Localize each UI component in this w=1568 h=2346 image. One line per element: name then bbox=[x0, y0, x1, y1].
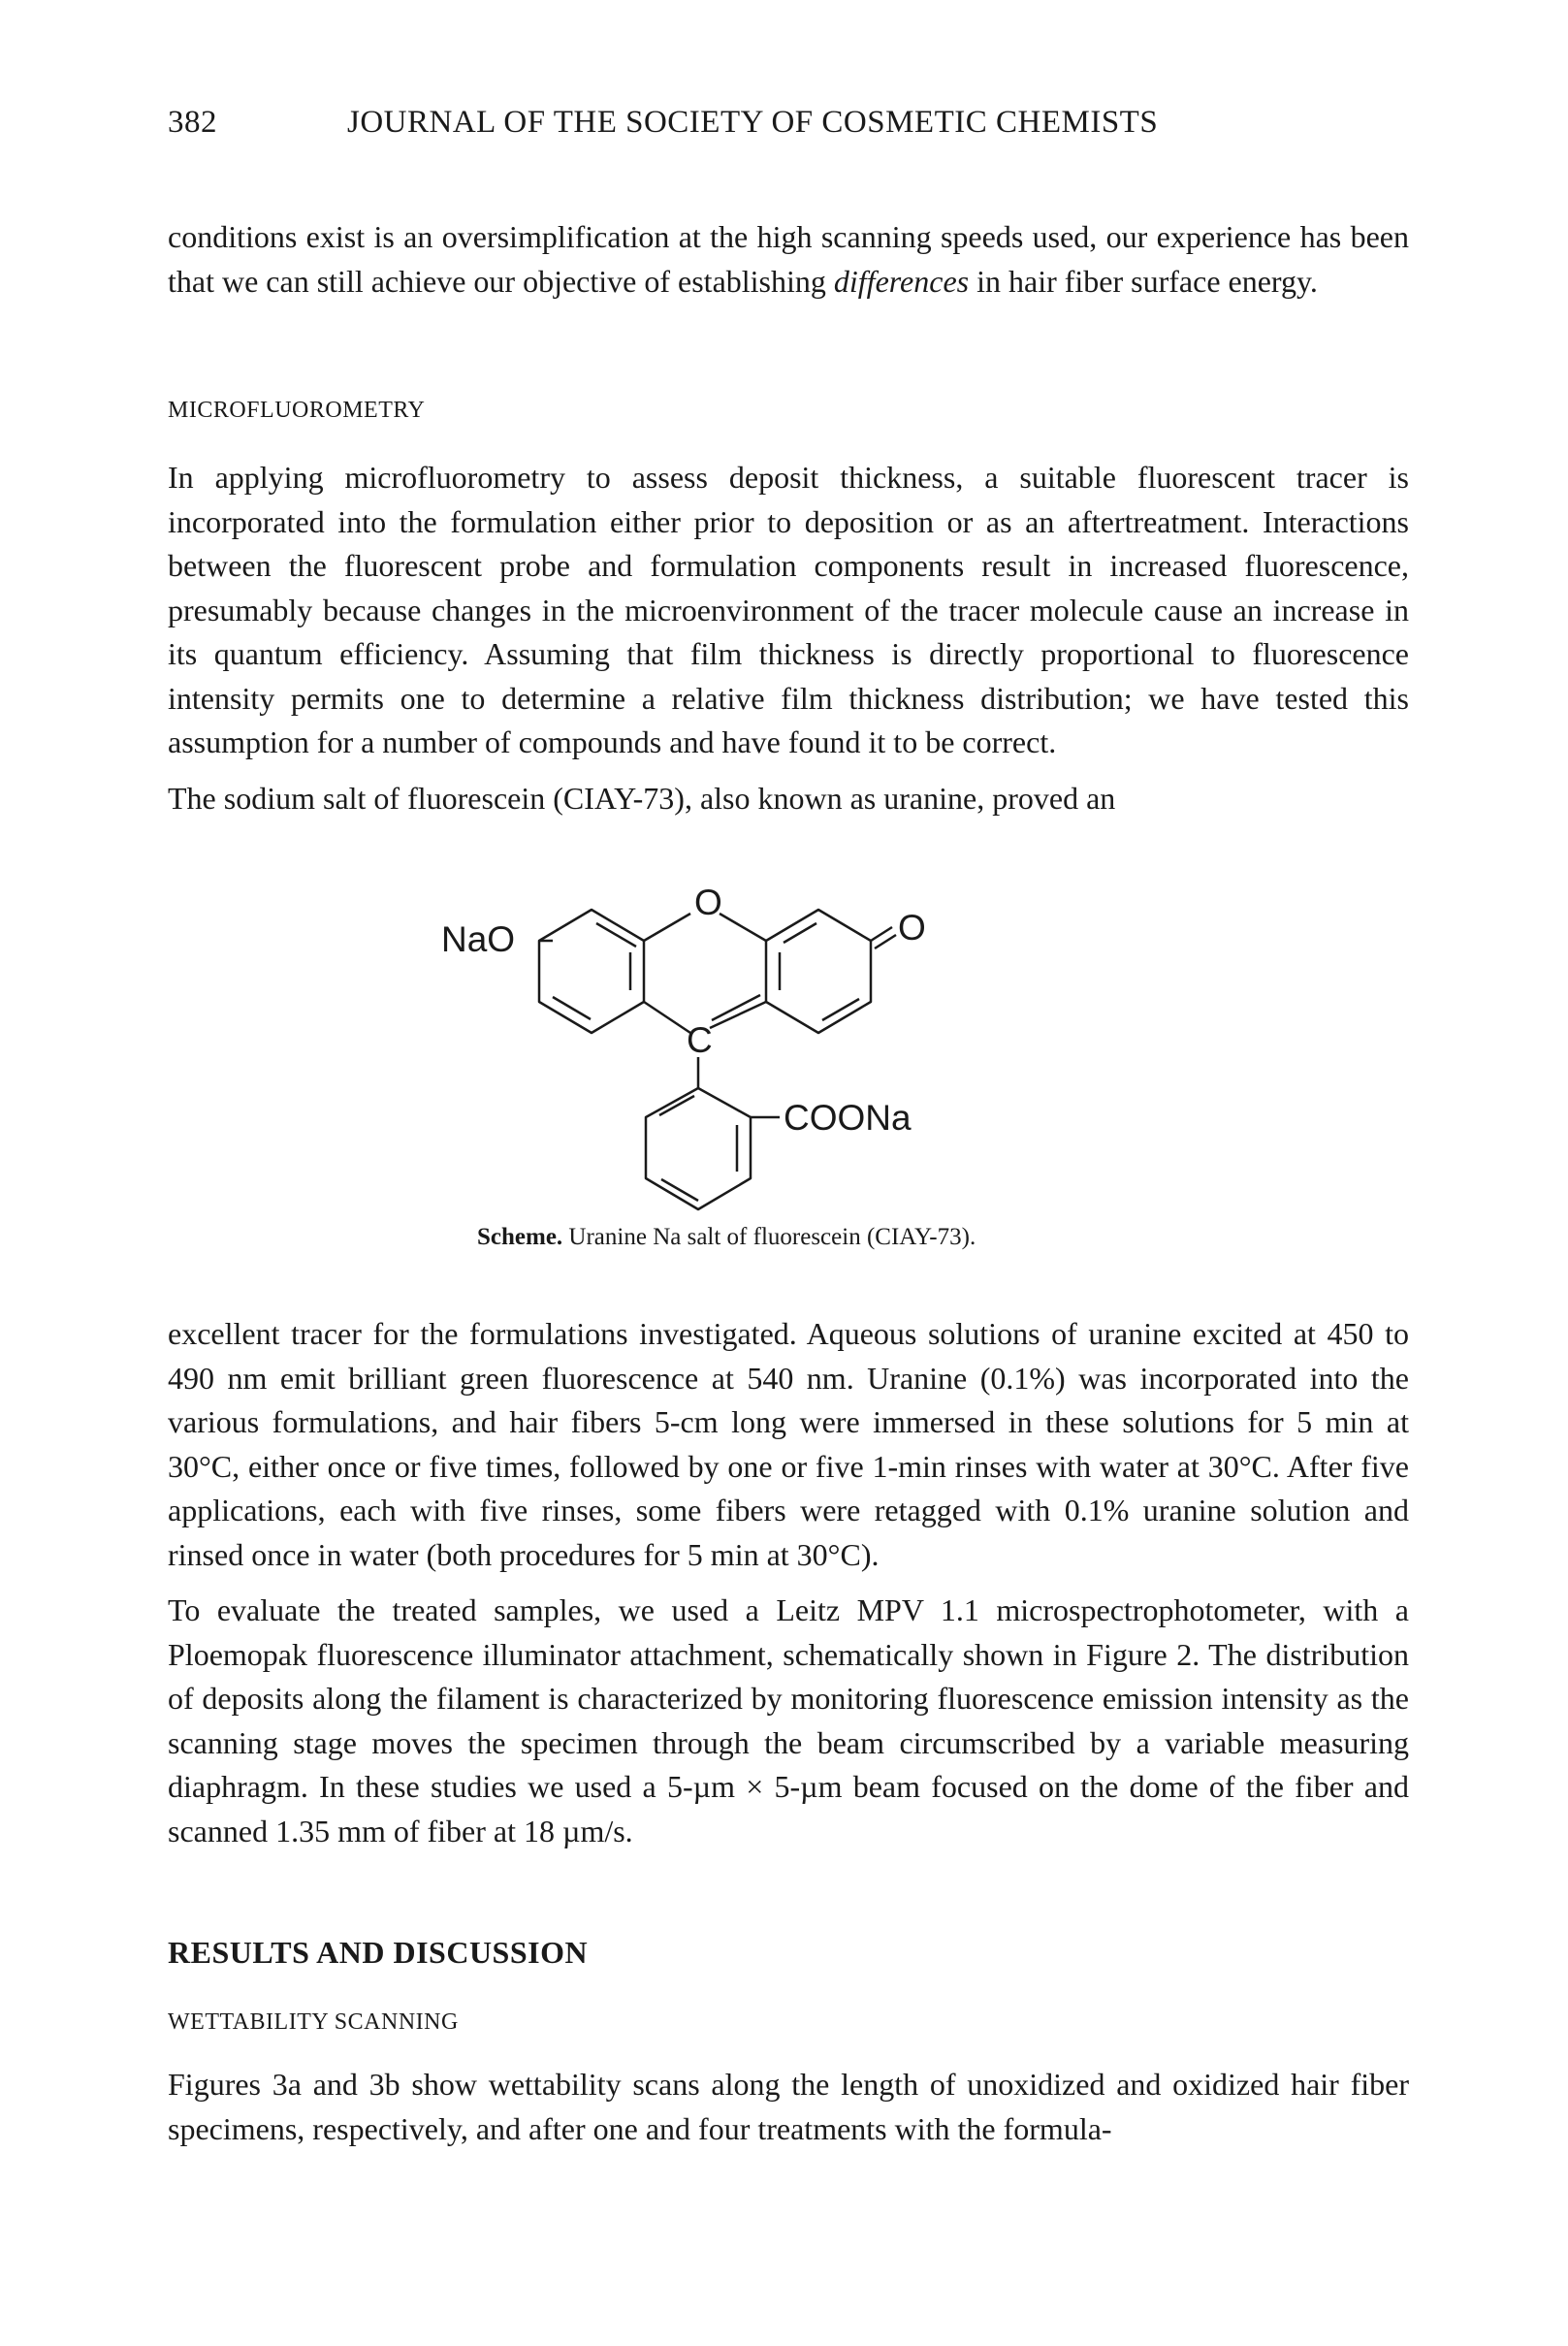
ring-oxygen-label: O bbox=[694, 883, 722, 922]
intro-text-before: conditions exist is an oversimplification at the high scanning speeds used, our experience has been that we can still achieve our objective of establishing bbox=[168, 219, 1409, 299]
intro-text-after: in hair fiber surface energy. bbox=[969, 263, 1318, 299]
uranine-structure-scheme bbox=[436, 863, 1135, 1270]
wettability-subheading: WETTABILITY SCANNING bbox=[168, 2009, 459, 2035]
scheme-caption-text: Uranine Na salt of fluorescein (CIAY-73). bbox=[568, 1224, 976, 1250]
after-scheme-paragraph-1: excellent tracer for the formulations investigated. Aqueous solutions of uranine excited at 450 to 490 nm emit brilliant green fluorescence at 540 nm. Uranine (0.1%) was incorporated into the various formulations, and hair fibers 5-cm long were immersed in these solutions for 5 min at 30°C, either once or five times, followed by one or five 1-min rinses with water at 30°C. After five applications, each with five rinses, some fibers were retagged with 0.1% uranine solution and rinsed once in water (both procedures for 5 min at 30°C). bbox=[168, 1316, 1409, 1572]
microfluorometry-body bbox=[168, 456, 1409, 820]
after-scheme-paragraph-2: To evaluate the treated samples, we used a Leitz MPV 1.1 microspectrophotometer, with a Ploemopak fluorescence illuminator attachment, schematically shown in Figure 2. The distribution of deposits along the filament is characterized by monitoring fluorescence emission intensity as the scanning stage moves the specimen through the beam circumscribed by a variable measuring diaphragm. In these studies we used a 5-µm × 5-µm beam focused on the dome of the fiber and scanned 1.35 mm of fiber at 18 µm/s. bbox=[168, 1592, 1409, 1848]
carbon-label: C bbox=[687, 1020, 713, 1060]
running-head bbox=[168, 105, 1409, 141]
intro-paragraph bbox=[168, 215, 1409, 304]
uranine-structure-drawing bbox=[436, 863, 1135, 1270]
results-heading: RESULTS AND DISCUSSION bbox=[168, 1935, 589, 1970]
bottom-ring bbox=[646, 1088, 751, 1209]
journal-title: JOURNAL OF THE SOCIETY OF COSMETIC CHEMISTS bbox=[347, 105, 1159, 140]
coona-label: COONa bbox=[784, 1098, 912, 1138]
left-ring bbox=[539, 910, 644, 1033]
microfluorometry-paragraph-1: In applying microfluorometry to assess deposit thickness, a suitable fluorescent tracer is incorporated into the formulation either prior to deposition or as an aftertreatment. Interactions between the fluorescent probe and formulation components result in increased fluorescence, presumably because changes in the microenvironment of the tracer molecule cause an increase in its quantum efficiency. Assuming that film thickness is directly proportional to fluorescence intensity permits one to determine a relative film thickness distribution; we have tested this assumption for a number of compounds and have found it to be correct. bbox=[168, 460, 1409, 759]
results-body bbox=[168, 2063, 1409, 2151]
microfluorometry-label: MICROFLUOROMETRY bbox=[168, 398, 426, 423]
results-paragraph-1: Figures 3a and 3b show wettability scans along the length of unoxidized and oxidized hair fiber specimens, respectively, and after one and four treatments with the formula- bbox=[168, 2067, 1409, 2146]
intro-emphasis: differences bbox=[833, 263, 970, 299]
page-number: 382 bbox=[168, 105, 217, 140]
keto-oxygen-label: O bbox=[898, 908, 926, 948]
nao-label: NaO bbox=[441, 919, 516, 959]
right-ring bbox=[766, 910, 871, 1033]
scheme-caption bbox=[477, 1224, 976, 1251]
scheme-caption-label: Scheme. bbox=[477, 1224, 563, 1250]
microfluorometry-paragraph-2: The sodium salt of fluorescein (CIAY-73), also known as uranine, proved an bbox=[168, 780, 1116, 816]
after-scheme-body bbox=[168, 1312, 1409, 1853]
